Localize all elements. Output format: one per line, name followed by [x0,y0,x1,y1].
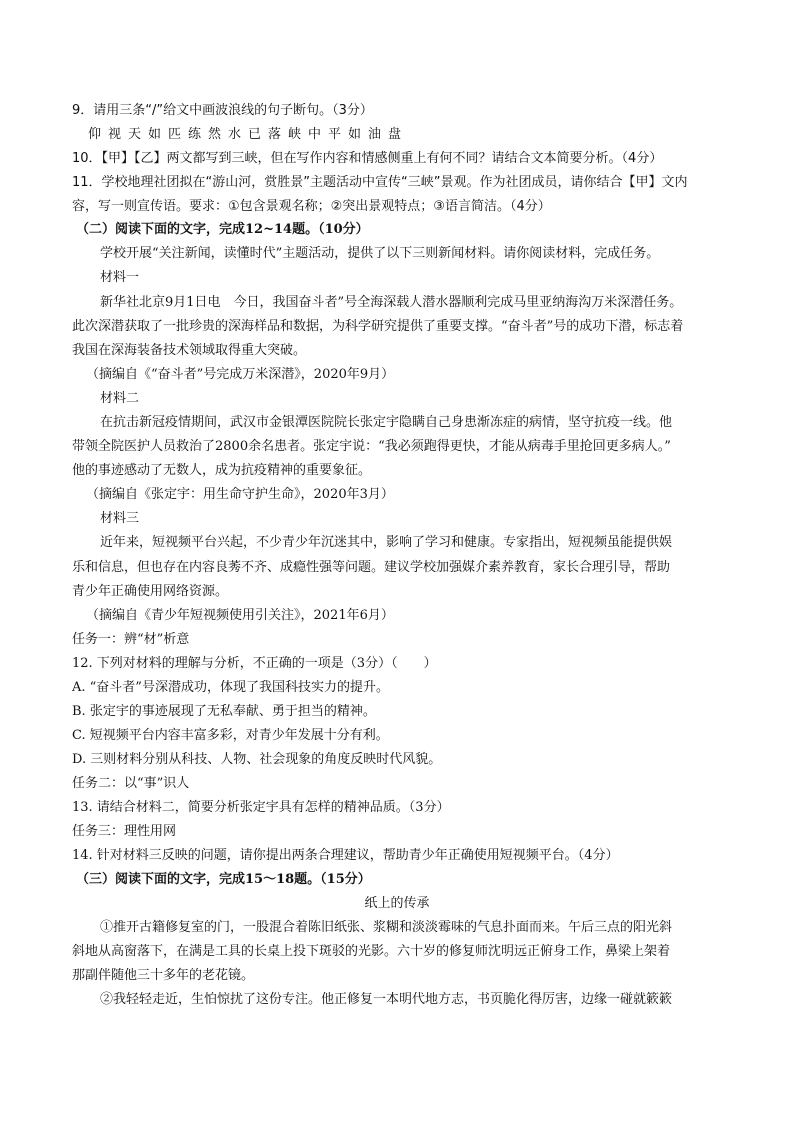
material-1-line3: 我国在深海装备技术领域取得重大突破。 [72,343,307,358]
material-2-line1: 在抗击新冠疫情期间，武汉市金银潭医院院长张定宇隐瞒自己身患渐冻症的病情，坚守抗疫一线。他 [100,415,673,430]
question-12-option-a: A. “奋斗者”号深潜成功，体现了我国科技实力的提升。 [72,680,389,695]
question-12-option-c: C. 短视频平台内容丰富多彩，对青少年发展十分有利。 [72,728,389,743]
question-12-option-b: B. 张定宇的事迹展现了无私奉献、勇于担当的精神。 [72,704,376,719]
material-2-title: 材料二 [100,391,140,406]
question-11-line2: 容，写一则宣传语。要求：①包含景观名称；②突出景观特点；③语言简洁。（4分） [72,199,551,214]
question-13: 13. 请结合材料二，简要分析张定宇具有怎样的精神品质。（3分） [72,800,450,815]
task-2: 任务二：以“事”识人 [72,776,190,791]
section-3-heading: （三）阅读下面的文字，完成15～18题。（15分） [76,872,371,887]
material-3-line1: 近年来，短视频平台兴起，不少青少年沉迷其中，影响了学习和健康。专家指出，短视频虽能提供娱 [100,535,673,550]
material-2-source: （摘编自《张定宇：用生命守护生命》，2020年3月） [86,487,394,502]
paragraph-1-line2: 斜地从高窗落下，在满是工具的长桌上投下斑驳的光影。六十岁的修复师沈明远正俯身工作，鼻梁上架着 [72,944,671,959]
material-1-line1: 新华社北京9月1日电 今日，我国奋斗者”号全海深载人潜水器顺利完成马里亚纳海沟万米深潜任务。 [100,295,683,310]
material-3-line2: 乐和信息，但也存在内容良莠不齐、成瘾性强等问题。建议学校加强媒介素养教育，家长合理引导，帮助 [72,560,671,575]
question-10: 10．【甲】【乙】两文都写到三峡，但在写作内容和情感侧重上有何不同？请结合文本简要分析。（4分） [72,151,663,166]
material-1-line2: 此次深潜获取了一批珍贵的深海样品和数据，为科学研究提供了重要支撑。“奋斗者”号的成功下潜，标志着 [72,319,684,334]
task-1: 任务一：辨“材”析意 [72,632,190,647]
question-12: 12. 下列对材料的理解与分析，不正确的一项是（3分）（ ） [72,656,437,671]
question-12-option-d: D. 三则材料分别从科技、人物、社会现象的角度反映时代风貌。 [72,752,442,767]
question-9-sentence: 仰视天如匹练然水已落峡中平如油盘 [88,127,409,142]
question-14: 14. 针对材料三反映的问题，请你提出两条合理建议，帮助青少年正确使用短视频平台。（4分） [72,848,619,863]
material-3-line3: 青少年正确使用网络资源。 [72,584,229,599]
task-3: 任务三：理性用网 [72,824,177,839]
question-11-line1: 11．学校地理社团拟在“游山河，赏胜景”主题活动中宣传“三峡”景观。作为社团成员，请你结合【甲】文内 [72,175,688,190]
material-3-title: 材料三 [100,511,140,526]
activity-intro: 学校开展“关注新闻，读懂时代”主题活动，提供了以下三则新闻材料。请你阅读材料，完成任务。 [100,246,660,261]
paragraph-1-line3: 那副伴随他三十多年的老花镜。 [72,968,255,983]
question-9: 9．请用三条“/”给文中画波浪线的句子断句。（3分） [72,103,373,118]
material-2-line2: 带领全院医护人员救治了2800余名患者。张定宇说：“我必须跑得更快，才能从病毒手里抢回更多病人。” [72,439,671,454]
paragraph-2-line1: ②我轻轻走近，生怕惊扰了这份专注。他正修复一本明代地方志，书页脆化得厉害，边缘一碰就簌簌 [100,992,673,1007]
material-1-source: （摘编自《“奋斗者”号完成万米深潜》，2020年9月） [86,367,395,382]
material-1-title: 材料一 [100,270,140,285]
story-title: 纸上的传承 [364,896,430,911]
section-2-heading: （二）阅读下面的文字，完成12~14题。（10分） [76,222,369,237]
material-2-line3: 他的事迹感动了无数人，成为抗疫精神的重要象征。 [72,463,372,478]
paragraph-1-line1: ①推开古籍修复室的门，一股混合着陈旧纸张、浆糊和淡淡霉味的气息扑面而来。午后三点的阳光斜 [100,920,673,935]
material-3-source: （摘编自《青少年短视频使用引关注》，2021年6月） [86,608,394,623]
